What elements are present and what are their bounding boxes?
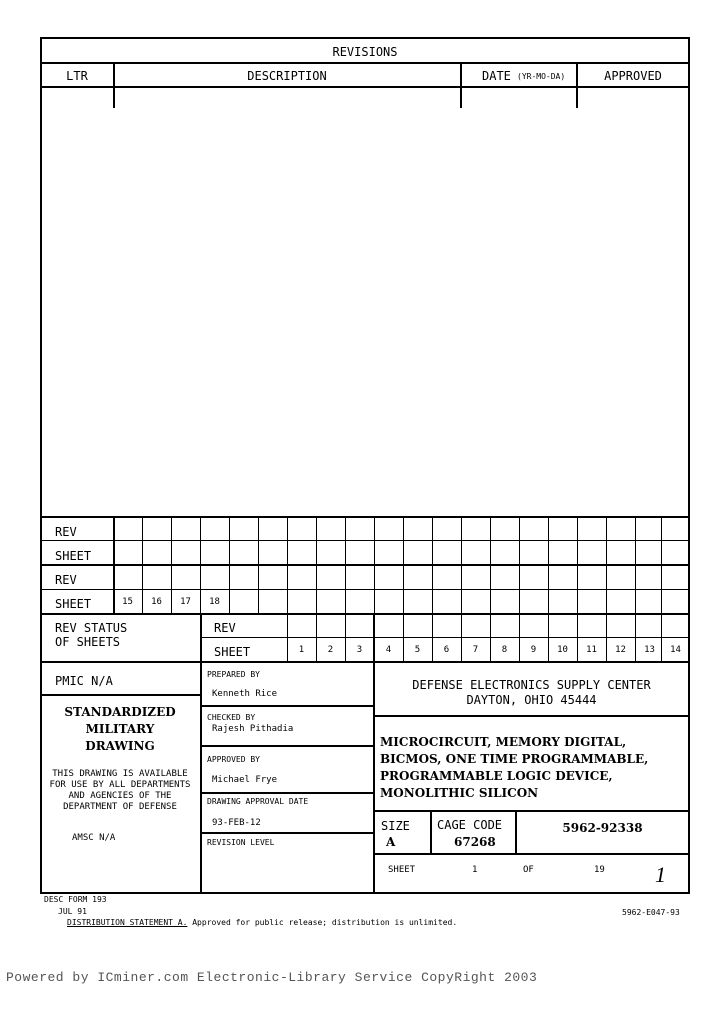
revisions-title: REVISIONS — [332, 45, 398, 59]
pmic-label: PMIC N/A — [55, 674, 113, 688]
sheet-label: SHEET — [388, 865, 416, 875]
availability-line1: THIS DRAWING IS AVAILABLE — [52, 769, 188, 779]
sheet-number-13: 13 — [644, 645, 655, 655]
rev-status-label: REV STATUS — [55, 621, 128, 635]
of-value: 19 — [594, 865, 605, 875]
drawing-title-line1: MICROCIRCUIT, MEMORY DIGITAL, — [380, 735, 627, 749]
prepared-by-name: Kenneth Rice — [212, 689, 278, 699]
distribution-label: DISTRIBUTION STATEMENT A. — [67, 918, 188, 927]
rev-status-sheet-label: SHEET — [214, 645, 251, 659]
cage-code-value: 67268 — [454, 835, 496, 849]
of-sheets-label: OF SHEETS — [55, 635, 121, 649]
sheet-number-2: 2 — [327, 645, 334, 655]
size-value: A — [386, 835, 396, 849]
sheet-number-1: 1 — [298, 645, 305, 655]
checked-by-name: Rajesh Pithadia — [212, 724, 294, 734]
distribution-statement — [67, 919, 457, 927]
footer-copyright: Powered by ICminer.com Electronic-Library Service CopyRight 2003 — [6, 970, 538, 985]
approval-date-value: 93-FEB-12 — [212, 818, 261, 828]
drawing-number: 5962-92338 — [562, 821, 643, 835]
drawing-title-line4: MONOLITHIC SILICON — [380, 786, 539, 800]
sheet-number-8: 8 — [501, 645, 508, 655]
sheet-value: 1 — [472, 865, 478, 875]
revisions-header-divider — [40, 86, 690, 88]
checked-by-label: CHECKED BY — [207, 713, 256, 722]
sheet-row-label: SHEET — [55, 549, 92, 563]
document-code: 5962-E047-93 — [622, 908, 680, 917]
smd-title-line2: MILITARY — [85, 722, 155, 736]
approved-by-label: APPROVED BY — [207, 755, 260, 764]
drawing-title-line3: PROGRAMMABLE LOGIC DEVICE, — [380, 769, 613, 783]
agency-address: DAYTON, OHIO 45444 — [466, 693, 597, 707]
approved-by-name: Michael Frye — [212, 775, 278, 785]
rev-row-label-2: REV — [55, 573, 77, 587]
sheet-number-3: 3 — [356, 645, 363, 655]
rev-row-label: REV — [55, 525, 77, 539]
revisions-title-divider — [40, 62, 690, 64]
rev-status-rev-label: REV — [214, 621, 236, 635]
revisions-date-header: DATE — [482, 69, 511, 83]
sheet-number-11: 11 — [586, 645, 597, 655]
rev-grid-top — [40, 516, 690, 518]
sheet-number-6: 6 — [443, 645, 450, 655]
smd-title-line1: STANDARDIZED — [64, 705, 176, 719]
distribution-text: Approved for public release; distribution is unlimited. — [187, 918, 458, 927]
of-label: OF — [523, 865, 534, 875]
cage-code-label: CAGE CODE — [437, 818, 503, 832]
smd-title-line3: DRAWING — [85, 739, 155, 753]
form-number: DESC FORM 193 — [44, 895, 107, 904]
agency-name: DEFENSE ELECTRONICS SUPPLY CENTER — [412, 678, 651, 692]
sheet-number-15: 15 — [122, 597, 133, 607]
drawing-title-line2: BICMOS, ONE TIME PROGRAMMABLE, — [380, 752, 649, 766]
amsc-label: AMSC N/A — [72, 833, 116, 843]
sheet-number-18: 18 — [209, 597, 220, 607]
revisions-description-header: DESCRIPTION — [247, 69, 327, 83]
sheet-number-14: 14 — [670, 645, 681, 655]
sheet-number-17: 17 — [180, 597, 191, 607]
availability-line3: AND AGENCIES OF THE — [68, 791, 172, 801]
revision-level-label: REVISION LEVEL — [207, 838, 275, 847]
prepared-by-label: PREPARED BY — [207, 670, 260, 679]
revisions-date-format: (YR-MO-DA) — [517, 72, 566, 81]
sheet-number-12: 12 — [615, 645, 626, 655]
sheet-number-9: 9 — [530, 645, 537, 655]
revisions-approved-header: APPROVED — [604, 69, 662, 83]
revisions-ltr-header: LTR — [66, 69, 88, 83]
sheet-number-16: 16 — [151, 597, 162, 607]
handwritten-mark: 1 — [655, 862, 666, 887]
sheet-number-10: 10 — [557, 645, 568, 655]
size-label: SIZE — [381, 819, 410, 833]
availability-line2: FOR USE BY ALL DEPARTMENTS — [49, 780, 191, 790]
approval-date-label: DRAWING APPROVAL DATE — [207, 797, 309, 806]
availability-line4: DEPARTMENT OF DEFENSE — [63, 802, 177, 812]
sheet-number-7: 7 — [472, 645, 479, 655]
form-date: JUL 91 — [58, 907, 87, 916]
sheet-number-5: 5 — [414, 645, 421, 655]
sheet-row-label-2: SHEET — [55, 597, 92, 611]
sheet-number-4: 4 — [385, 645, 392, 655]
